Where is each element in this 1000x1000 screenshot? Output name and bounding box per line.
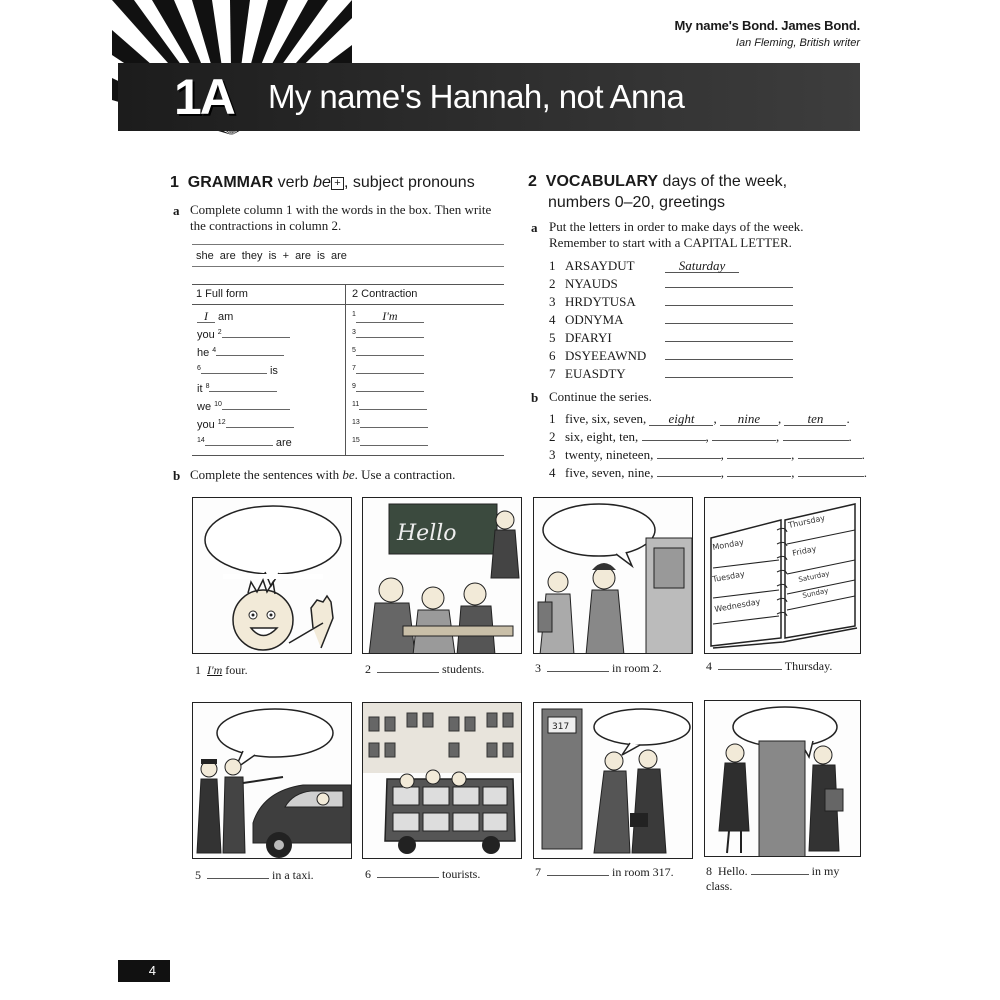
series-item: 2 six, eight, ten, , , . <box>549 429 852 444</box>
section-2-heading <box>528 171 787 213</box>
picture-8-man-woman <box>704 700 861 857</box>
plus-box-icon: + <box>331 177 344 190</box>
contraction-number: 11 <box>352 401 360 408</box>
exercise-1b-instructions <box>190 467 455 483</box>
exercise-1b-post: . Use a contraction. <box>354 467 456 482</box>
caption-text: tourists. <box>439 867 481 881</box>
word-box: she are they is + are is are <box>196 250 347 262</box>
table-row <box>197 308 233 326</box>
unit-number: 1A <box>174 69 234 125</box>
chapter-quote <box>674 18 860 49</box>
exercise-1a-instructions: Complete column 1 with the words in the box. Then write the contractions in column 2. <box>190 202 492 233</box>
quote-author: Ian Fleming, British writer <box>735 37 860 49</box>
exercise-1b-pre: Complete the sentences with <box>190 467 343 482</box>
blank-field[interactable] <box>642 428 706 441</box>
list-item <box>549 293 793 311</box>
chalkboard-hello: Hello <box>397 521 457 546</box>
item-number: 3 <box>549 294 556 309</box>
table-row <box>197 398 290 416</box>
row-4-number: 6 <box>197 365 201 372</box>
picture-5-taxi <box>192 702 352 859</box>
picture-3-girl-door <box>533 497 693 654</box>
blank-field[interactable] <box>727 446 791 459</box>
diary-monday: Monday <box>711 537 745 552</box>
blank-field[interactable] <box>547 660 609 672</box>
contraction-number: 1 <box>352 311 356 318</box>
caption-number: 8 <box>706 864 712 878</box>
row-5-number: 8 <box>205 383 210 390</box>
row-6-pronoun: we <box>197 401 215 413</box>
picture-4-diary <box>704 497 861 654</box>
picture-2-classroom <box>362 497 522 654</box>
contraction-row <box>352 362 424 380</box>
item-number: 6 <box>549 348 556 363</box>
scrambled-word: NYAUDS <box>565 276 618 291</box>
contraction-row <box>352 326 424 344</box>
caption-text: in a taxi. <box>269 868 314 882</box>
scrambled-word: HRDYTUSA <box>565 294 636 309</box>
exercise-2a-label: a <box>531 220 538 235</box>
exercise-1a-label: a <box>173 203 180 218</box>
picture-1-boy <box>192 497 352 654</box>
contraction-number: 15 <box>352 437 360 444</box>
blank-field[interactable] <box>356 345 424 356</box>
exercise-2b-label: b <box>531 390 539 405</box>
column-1-header: 1 Full form <box>196 288 248 300</box>
blank-field[interactable] <box>216 345 284 356</box>
caption-8 <box>706 863 856 894</box>
contraction-number: 7 <box>352 365 356 372</box>
blank-field[interactable] <box>783 428 849 441</box>
caption-text: in room 317. <box>609 865 674 879</box>
caption-number: 5 <box>195 868 201 882</box>
blank-field[interactable] <box>665 311 793 324</box>
section-1-sub-post: , subject pronouns <box>343 174 475 191</box>
section-2-sub2: numbers 0–20, greetings <box>548 194 725 211</box>
caption-6 <box>365 866 480 882</box>
caption-7 <box>535 864 674 880</box>
item-number: 2 <box>549 429 556 444</box>
exercise-1b-be: be <box>342 467 355 482</box>
table-row <box>197 362 278 380</box>
series-text: five, seven, nine, <box>565 465 654 480</box>
caption-text: in my class. <box>706 864 840 893</box>
series-item: 1 five, six, seven, eight , nine , ten . <box>549 411 850 426</box>
blank-field[interactable] <box>222 399 290 410</box>
blank-field[interactable] <box>665 365 793 378</box>
diary-thursday: Thursday <box>787 513 826 530</box>
row-3-number: 4 <box>212 347 217 354</box>
scrambled-word: DFARYI <box>565 330 612 345</box>
blank-field[interactable] <box>665 293 793 306</box>
blank-field[interactable] <box>377 866 439 878</box>
item-number: 5 <box>549 330 556 345</box>
picture-7-room-317 <box>533 702 693 859</box>
diary-saturday: Saturday <box>797 569 831 584</box>
caption-text: Thursday. <box>782 659 833 673</box>
blank-field[interactable] <box>360 435 428 446</box>
caption-1 <box>195 663 248 678</box>
item-number: 1 <box>549 258 556 273</box>
door-number-317: 317 <box>552 722 570 732</box>
row-6-number: 10 <box>214 401 222 408</box>
scrambled-word: ARSAYDUT <box>565 258 635 273</box>
contraction-number: 13 <box>352 419 360 426</box>
item-number: 4 <box>549 312 556 327</box>
blank-field[interactable] <box>751 863 809 875</box>
blank-field[interactable] <box>798 446 862 459</box>
answer-nine: nine <box>720 411 778 426</box>
list-item <box>549 347 793 365</box>
table-row <box>197 344 284 362</box>
list-item <box>549 275 793 293</box>
blank-field[interactable] <box>201 363 267 374</box>
picture-6-bus <box>362 702 522 859</box>
item-number: 7 <box>549 366 556 381</box>
caption-number: 7 <box>535 865 541 879</box>
blank-field[interactable] <box>226 417 294 428</box>
blank-field[interactable] <box>712 428 776 441</box>
caption-3 <box>535 660 662 676</box>
contraction-row <box>352 380 424 398</box>
series-text: twenty, nineteen, <box>565 447 654 462</box>
section-1-sub-be: be <box>313 174 331 191</box>
blank-field[interactable] <box>359 399 427 410</box>
wordbox-bottom-rule <box>192 266 504 267</box>
blank-field[interactable] <box>356 363 424 374</box>
list-item <box>549 365 793 383</box>
item-number: 4 <box>549 465 556 480</box>
caption-number: 6 <box>365 867 371 881</box>
blank-field[interactable] <box>718 658 782 670</box>
caption-2 <box>365 661 484 677</box>
blank-field[interactable] <box>547 864 609 876</box>
contraction-row <box>352 308 424 326</box>
blank-field[interactable] <box>207 867 269 879</box>
section-1-number: 1 <box>170 174 179 191</box>
quote-text: My name's Bond. James Bond. <box>674 18 860 33</box>
series-item: 4 five, seven, nine, , , . <box>549 465 867 480</box>
item-number: 2 <box>549 276 556 291</box>
blank-field[interactable] <box>665 329 793 342</box>
contraction-number: 9 <box>352 383 356 390</box>
page-number: 4 <box>118 960 170 982</box>
caption-text: four. <box>222 663 248 677</box>
blank-field[interactable] <box>665 347 793 360</box>
row-4-verb: is <box>266 365 278 377</box>
row-8-number: 14 <box>197 437 205 444</box>
exercise-2a-instructions: Put the letters in order to make days of the week. Remember to start with a CAPITAL LETTER. <box>549 219 804 250</box>
blank-field[interactable] <box>222 327 290 338</box>
series-text: five, six, seven, <box>565 411 647 426</box>
caption-text: students. <box>439 662 485 676</box>
row-7-number: 12 <box>217 419 226 426</box>
contraction-number: 5 <box>352 347 356 354</box>
row-1-verb: am <box>215 311 234 323</box>
answer-eight: eight <box>649 411 713 426</box>
contraction-row <box>352 398 427 416</box>
answer-ten: ten <box>784 411 846 426</box>
answer-I: I <box>197 310 215 323</box>
row-2-pronoun: you <box>197 329 218 341</box>
row-3-pronoun: he <box>197 347 213 359</box>
diary-tuesday: Tuesday <box>711 569 746 584</box>
blank-field[interactable] <box>209 381 277 392</box>
diary-friday: Friday <box>791 544 818 558</box>
table-row <box>197 416 294 434</box>
section-1-heading <box>170 174 475 192</box>
blank-field[interactable] <box>356 327 424 338</box>
item-number: 3 <box>549 447 556 462</box>
section-2-title: VOCABULARY <box>545 173 659 190</box>
list-item <box>549 311 793 329</box>
row-2-number: 2 <box>217 329 222 336</box>
blank-field[interactable] <box>657 446 721 459</box>
caption-number: 4 <box>706 659 712 673</box>
section-1-sub-pre: verb <box>277 174 314 191</box>
contraction-row <box>352 416 428 434</box>
blank-field[interactable] <box>377 661 439 673</box>
blank-field[interactable] <box>356 381 424 392</box>
scrambled-word: ODNYMA <box>565 312 624 327</box>
row-8-verb: are <box>272 437 292 449</box>
item-number: 1 <box>549 411 556 426</box>
contraction-row <box>352 434 428 452</box>
row-5-pronoun: it <box>197 383 206 395</box>
caption-number: 2 <box>365 662 371 676</box>
blank-field[interactable] <box>205 435 273 446</box>
caption-number: 1 <box>195 663 201 677</box>
caption-5 <box>195 867 314 883</box>
section-2-sub1: days of the week, <box>662 173 788 190</box>
table-row <box>197 380 277 398</box>
section-2-number: 2 <box>528 173 537 190</box>
page-title: My name's Hannah, not Anna <box>268 78 685 115</box>
contraction-number: 3 <box>352 329 356 336</box>
section-1-title: GRAMMAR <box>187 174 274 191</box>
scrambled-word: EUASDTY <box>565 366 626 381</box>
caption-pre: Hello. <box>718 864 751 878</box>
column-2-header: 2 Contraction <box>352 288 418 300</box>
answer-Im: I'm <box>356 310 424 323</box>
series-text: six, eight, ten, <box>565 429 639 444</box>
blank-field[interactable] <box>727 464 791 477</box>
caption-4 <box>706 658 832 674</box>
table-row <box>197 326 290 344</box>
blank-field[interactable] <box>360 417 428 428</box>
answer-im: I'm <box>207 663 223 677</box>
caption-number: 3 <box>535 661 541 675</box>
grammar-table <box>192 284 504 456</box>
series-item: 3 twenty, nineteen, , , . <box>549 447 865 462</box>
list-item <box>549 329 793 347</box>
caption-text: in room 2. <box>609 661 662 675</box>
row-7-pronoun: you <box>197 419 218 431</box>
scrambled-word: DSYEEAWND <box>565 348 647 363</box>
answer-saturday: Saturday <box>665 258 739 273</box>
blank-field[interactable] <box>657 464 721 477</box>
blank-field[interactable] <box>798 464 864 477</box>
list-item <box>549 257 739 275</box>
exercise-1b-label: b <box>173 468 181 483</box>
diary-wednesday: Wednesday <box>713 597 761 614</box>
contraction-row <box>352 344 424 362</box>
wordbox-top-rule <box>192 244 504 245</box>
table-row <box>197 434 292 452</box>
diary-sunday: Sunday <box>801 586 830 600</box>
blank-field[interactable] <box>665 275 793 288</box>
exercise-2b-instructions: Continue the series. <box>549 389 652 404</box>
